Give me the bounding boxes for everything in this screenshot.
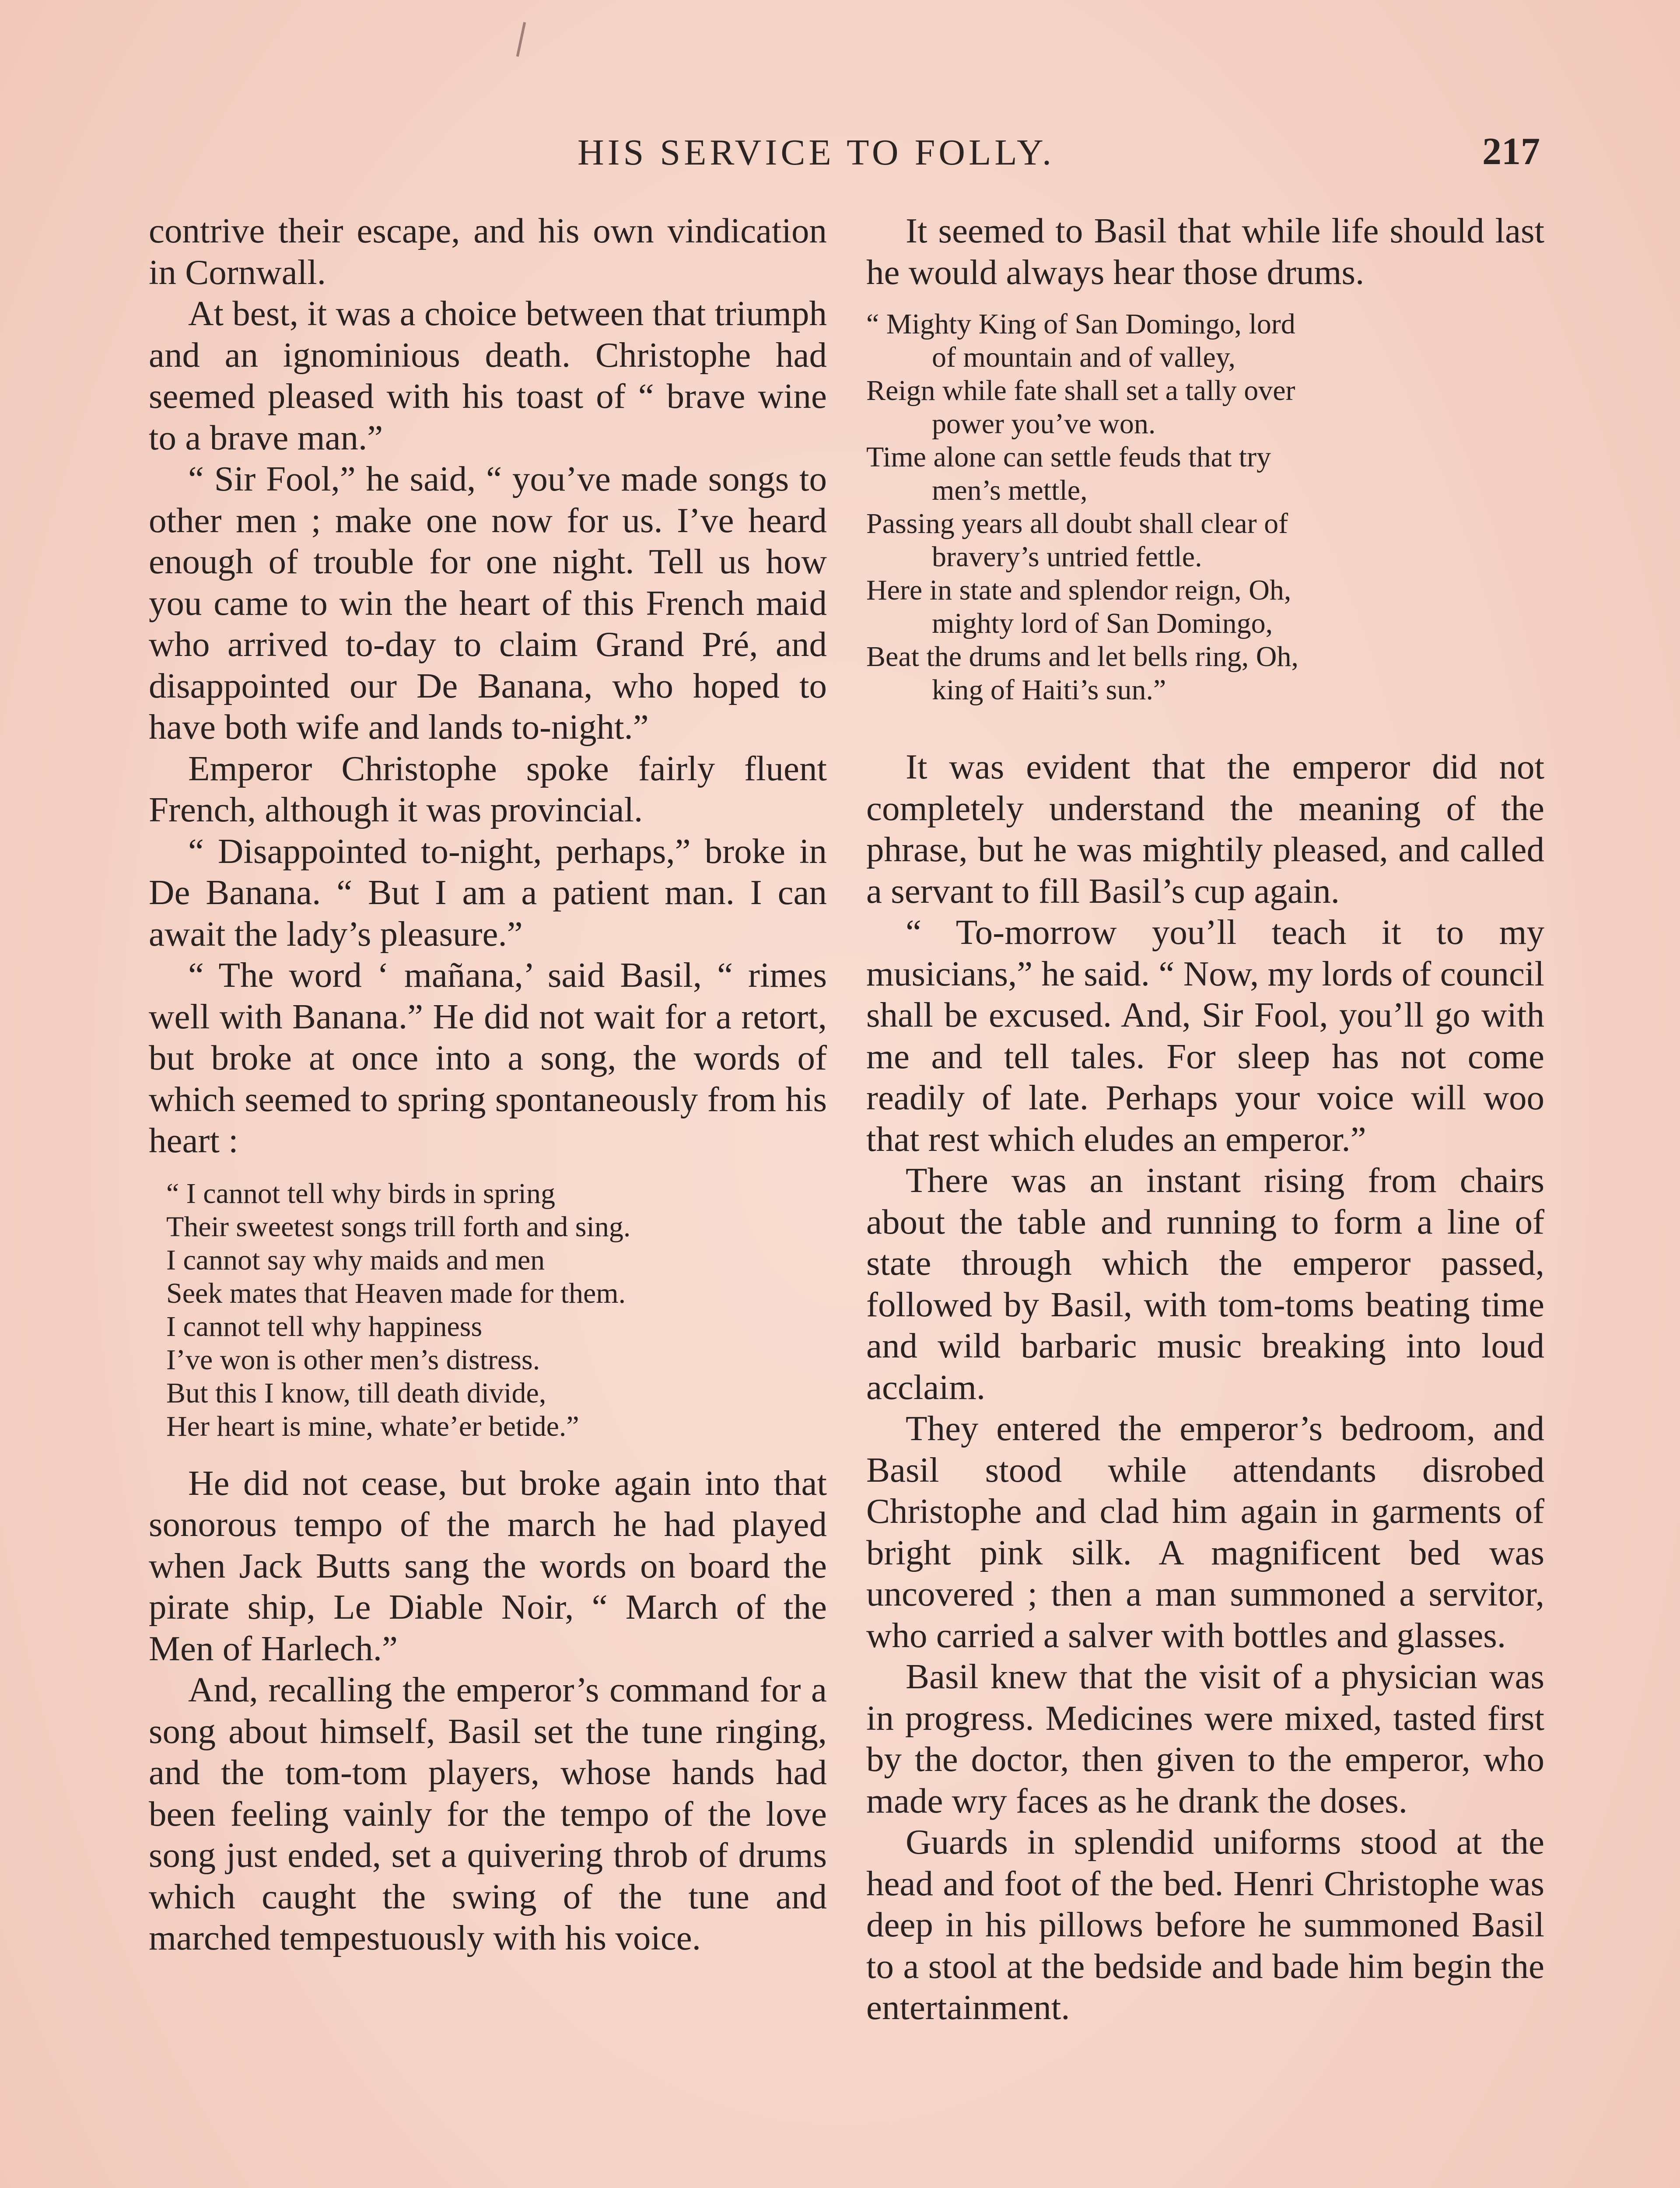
- verse-line: power you’ve won.: [932, 408, 1156, 440]
- verse-line: Their sweetest songs trill forth and sing.: [166, 1210, 631, 1243]
- verse-line: Time alone can settle feuds that try: [866, 441, 1271, 473]
- paragraph: “ The word ‘ mañana,’ said Basil, “ rimes well with Banana.” He did not wait for a retort, but broke at once into a song, the words of which seemed to spring spontaneously from his heart :: [149, 955, 827, 1160]
- paragraph: Basil knew that the visit of a physician was in progress. Medicines were mixed, tasted first by the doctor, then given to the emperor, who made wry faces as he drank the doses.: [866, 1657, 1544, 1820]
- paragraph: Guards in splendid uniforms stood at the head and foot of the bed. Henri Christophe was deep in his pillows before he summoned Basil to a stool at the bedside and bade him begin the entertainment.: [866, 1822, 1544, 2027]
- verse-line: “ Mighty King of San Domingo, lord: [866, 308, 1295, 340]
- running-header: HIS SERVICE TO FOLLY.: [578, 132, 1055, 173]
- verse-line: Reign while fate shall set a tally over: [866, 375, 1295, 407]
- paragraph: “ Sir Fool,” he said, “ you’ve made songs to other men ; make one now for us. I’ve heard enough of trouble for one night. Tell us how you came to win the heart of this French maid who arrived to-day to claim Grand Pré, and disappointed our De Banana, who hoped to have both wife and lands to-night.”: [149, 459, 827, 747]
- verse-line: I cannot say why maids and men: [166, 1244, 545, 1276]
- paragraph: They entered the emperor’s bedroom, and Basil stood while attendants disrobed Christophe and clad him again in garments of bright pink silk. A magnificent bed was uncovered ; then a man summoned a servitor, who carried a salver with bottles and glasses.: [866, 1409, 1544, 1655]
- page-number: 217: [1482, 130, 1540, 173]
- verse-line: Beat the drums and let bells ring, Oh,: [866, 641, 1298, 673]
- verse-line: mighty lord of San Domingo,: [932, 607, 1273, 639]
- left-column: [149, 210, 827, 1959]
- right-column: [866, 210, 1544, 2028]
- verse-line: men’s mettle,: [932, 474, 1088, 506]
- love-song-verse: [149, 1177, 827, 1443]
- paragraph: “ To-morrow you’ll teach it to my musicians,” he said. “ Now, my lords of council shall be excused. And, Sir Fool, you’ll go with me and tell tales. For sleep has not come readily of late. Perhaps your voice will woo that rest which eludes an emperor.”: [866, 912, 1544, 1159]
- paragraph: “ Disappointed to-night, perhaps,” broke in De Banana. “ But I am a patient man. I can await the lady’s pleasure.”: [149, 831, 827, 954]
- emperor-song-verse: [866, 308, 1544, 707]
- paragraph: Emperor Christophe spoke fairly fluent French, although it was provincial.: [149, 748, 827, 829]
- paragraph: It was evident that the emperor did not completely understand the meaning of the phrase, but he was mightily pleased, and called a servant to fill Basil’s cup again.: [866, 747, 1544, 911]
- verse-line: Her heart is mine, whate’er betide.”: [166, 1410, 579, 1442]
- paragraph: It seemed to Basil that while life should last he would always hear those drums.: [866, 211, 1544, 292]
- verse-line: Passing years all doubt shall clear of: [866, 508, 1288, 540]
- pen-mark: [516, 22, 526, 56]
- paragraph: There was an instant rising from chairs about the table and running to form a line of state through which the emperor passed, followed by Basil, with tom-toms beating time and wild barbaric music breaking into loud acclaim.: [866, 1161, 1544, 1407]
- verse-line: of mountain and of valley,: [932, 341, 1236, 373]
- verse-line: I cannot tell why happiness: [166, 1310, 483, 1343]
- paragraph: At best, it was a choice between that triumph and an ignominious death. Christophe had seemed pleased with his toast of “ brave wine to a brave man.”: [149, 294, 827, 457]
- verse-line: bravery’s untried fettle.: [932, 541, 1202, 573]
- paragraph: And, recalling the emperor’s command for a song about himself, Basil set the tune ringing, and the tom-tom players, whose hands had been feeling vainly for the tempo of the love song just ended, set a quivering throb of drums which caught the swing of the tune and marched tempestuously with his voice.: [149, 1670, 827, 1957]
- paragraph: He did not cease, but broke again into that sonorous tempo of the march he had played when Jack Butts sang the words on board the pirate ship, Le Diable Noir, “ March of the Men of Harlech.”: [149, 1463, 827, 1668]
- verse-line: king of Haiti’s sun.”: [932, 674, 1166, 706]
- verse-line: I’ve won is other men’s distress.: [166, 1343, 540, 1376]
- paragraph: contrive their escape, and his own vindication in Cornwall.: [149, 211, 827, 292]
- verse-line: But this I know, till death divide,: [166, 1377, 546, 1409]
- verse-line: Here in state and splendor reign, Oh,: [866, 574, 1292, 606]
- verse-line: Seek mates that Heaven made for them.: [166, 1277, 626, 1309]
- verse-line: “ I cannot tell why birds in spring: [166, 1177, 556, 1210]
